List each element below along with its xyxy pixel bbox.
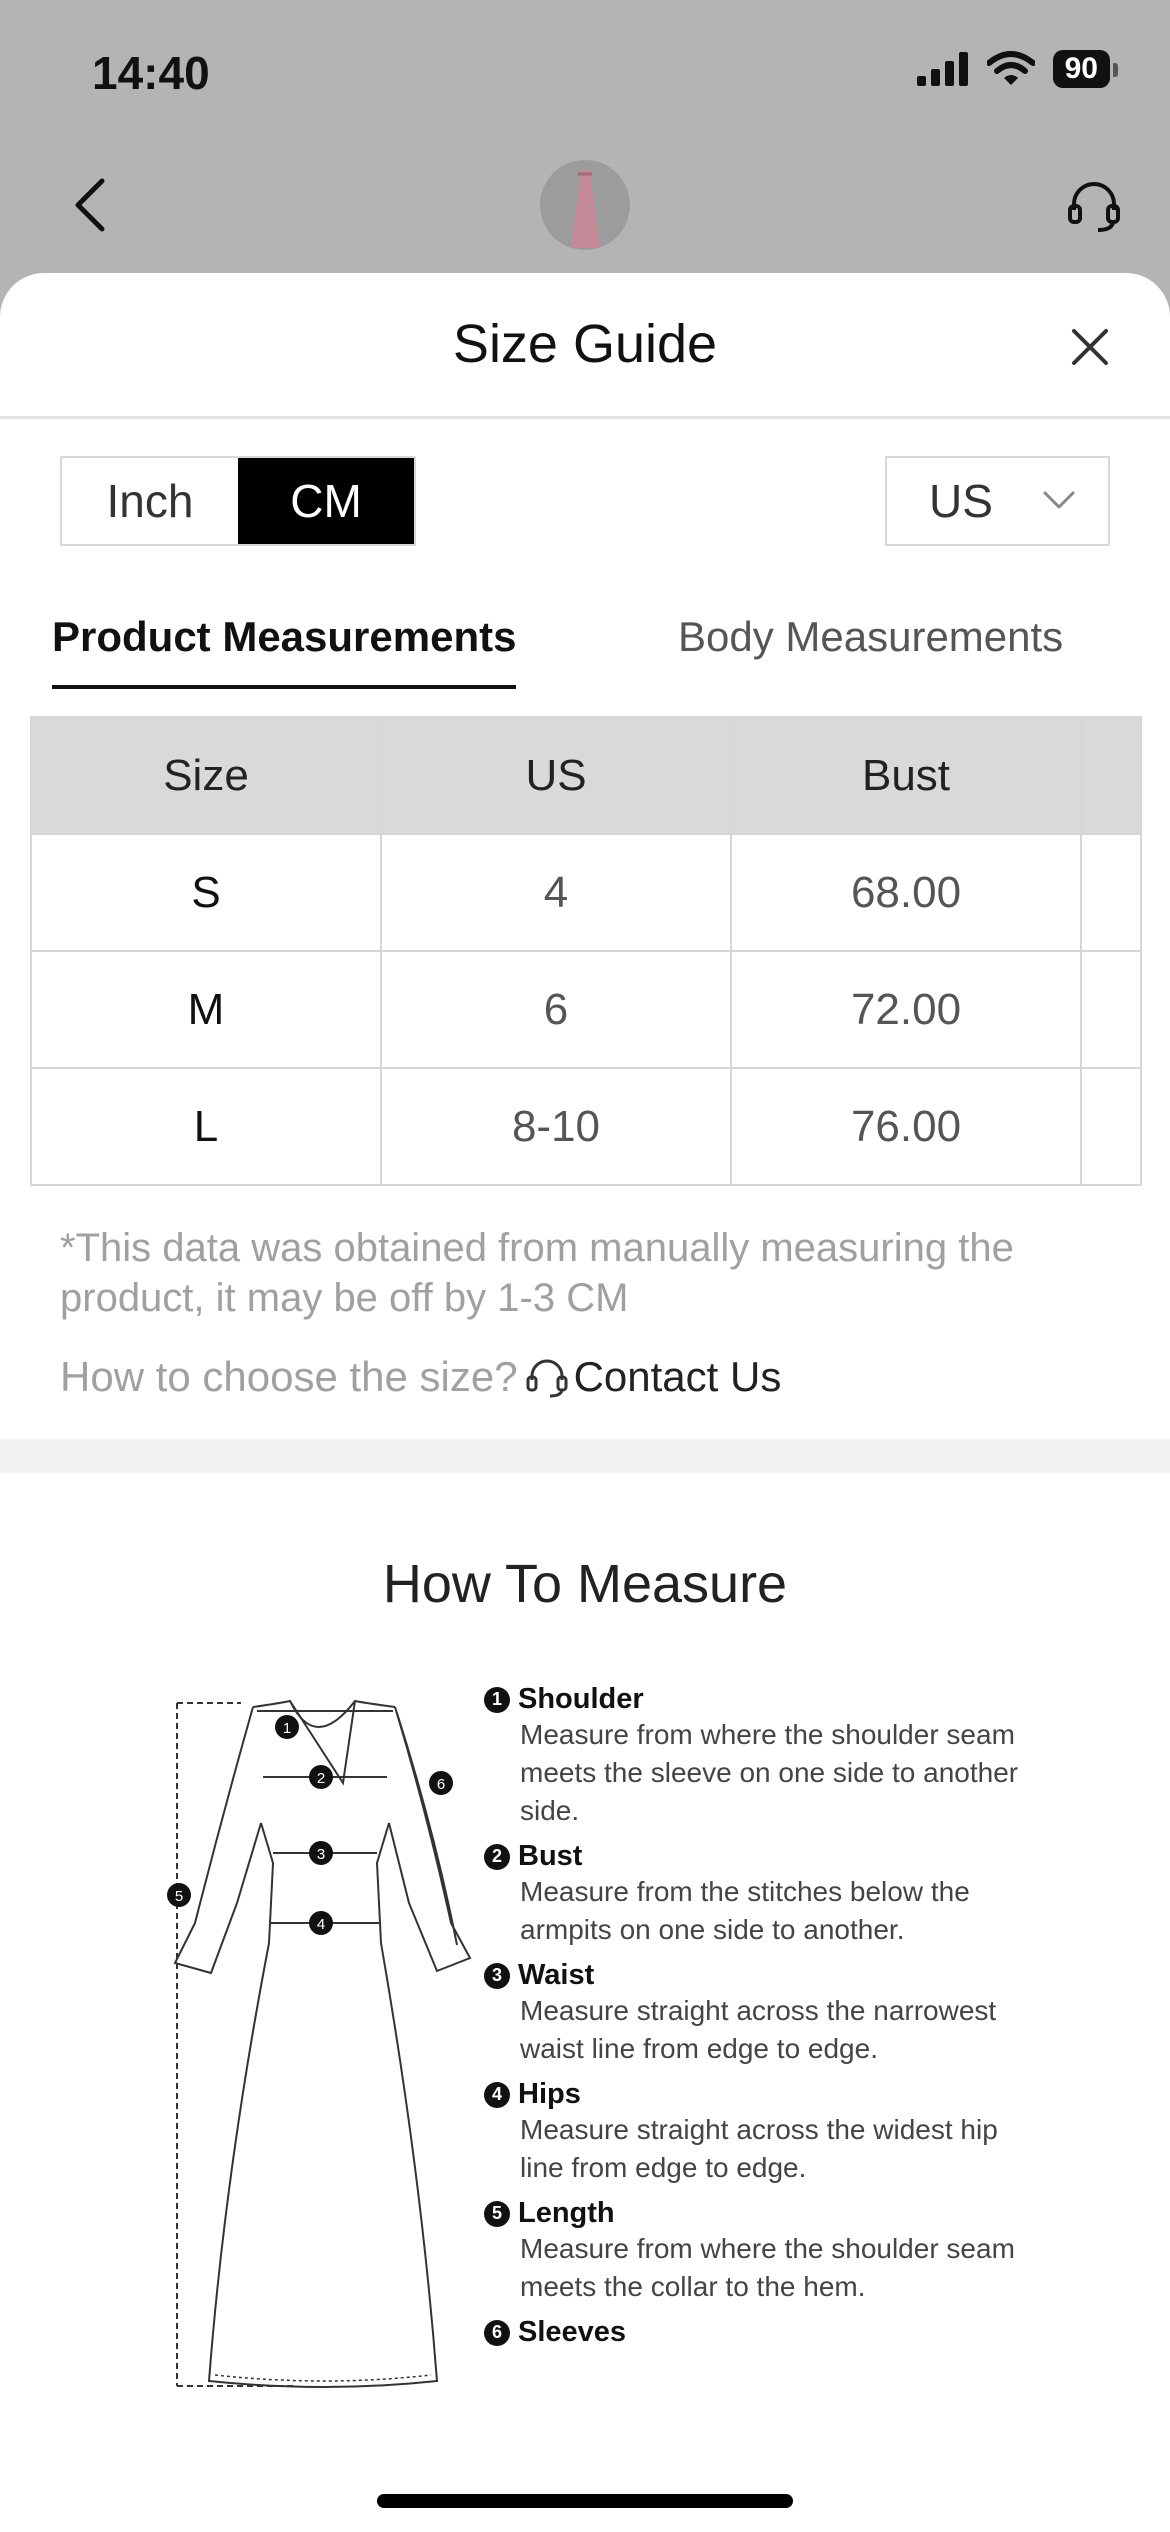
- svg-text:4: 4: [316, 1916, 326, 1933]
- step-number: 3: [484, 1963, 510, 1989]
- size-table: [30, 716, 1142, 1186]
- diagram-marker-1: [275, 1715, 299, 1739]
- step-number: 4: [484, 2082, 510, 2108]
- step-number: 2: [484, 1844, 510, 1870]
- list-item: [484, 2078, 1024, 2187]
- cell-size: S: [31, 834, 381, 951]
- headset-icon[interactable]: [1066, 178, 1122, 234]
- cell-overflow: [1081, 834, 1141, 951]
- table-row: [31, 951, 1141, 1068]
- step-number: 5: [484, 2201, 510, 2227]
- step-number: 6: [484, 2320, 510, 2346]
- contact-us-link[interactable]: Contact Us: [573, 1353, 782, 1400]
- measure-title: Shoulder: [518, 1683, 644, 1715]
- cellular-signal-icon: [917, 52, 969, 86]
- svg-text:6: 6: [436, 1776, 446, 1793]
- dress-thumbnail-icon: [540, 160, 630, 250]
- header-us: US: [381, 717, 731, 834]
- cell-size: L: [31, 1068, 381, 1185]
- cell-bust: 68.00: [731, 834, 1081, 951]
- measure-desc: Measure from the stitches below the armpits on one side to another.: [520, 1876, 970, 1945]
- measure-title: Hips: [518, 2078, 581, 2110]
- measure-title: Length: [518, 2197, 615, 2229]
- measurement-instructions: [484, 1683, 1024, 2359]
- cell-us: 4: [381, 834, 731, 951]
- tab-product-measurements[interactable]: Product Measurements: [52, 613, 516, 689]
- status-bar: [0, 0, 1170, 150]
- region-select-value: US: [929, 475, 993, 527]
- measure-title: Waist: [518, 1959, 595, 1991]
- home-indicator[interactable]: [377, 2494, 793, 2508]
- status-icons: [917, 50, 1110, 88]
- header-overflow-cell: [1081, 717, 1141, 834]
- measure-desc: Measure from where the shoulder seam meets the sleeve on one side to another side.: [520, 1719, 1019, 1826]
- cell-bust: 76.00: [731, 1068, 1081, 1185]
- cell-size: M: [31, 951, 381, 1068]
- cell-bust: 72.00: [731, 951, 1081, 1068]
- header-size: Size: [31, 717, 381, 834]
- scroll-fade: [0, 2411, 1170, 2532]
- list-item: [484, 2316, 1024, 2349]
- header-bust: Bust: [731, 717, 1081, 834]
- cell-overflow: [1081, 1068, 1141, 1185]
- measure-desc: Measure straight across the widest hip line from edge to edge.: [520, 2114, 998, 2183]
- svg-text:3: 3: [316, 1846, 326, 1863]
- back-arrow-icon[interactable]: [62, 175, 122, 235]
- size-guide-sheet: [0, 273, 1170, 2532]
- measure-title: Bust: [518, 1840, 583, 1872]
- measurement-note: *This data was obtained from manually measuring the product, it may be off by 1-3 CM: [60, 1226, 1014, 1320]
- help-question: How to choose the size?: [60, 1353, 518, 1400]
- table-row: [31, 834, 1141, 951]
- status-time: 14:40: [92, 47, 210, 99]
- help-row: [60, 1353, 781, 1401]
- tab-body-measurements[interactable]: Body Measurements: [678, 613, 1064, 660]
- sheet-title: Size Guide: [452, 314, 718, 374]
- measure-desc: Measure straight across the narrowest waist line from edge to edge.: [520, 1995, 997, 2064]
- chevron-down-icon: [1042, 488, 1076, 512]
- battery-indicator: 90: [1053, 50, 1110, 88]
- svg-text:1: 1: [282, 1720, 292, 1737]
- step-number: 1: [484, 1687, 510, 1713]
- diagram-marker-4: [309, 1911, 333, 1935]
- svg-text:2: 2: [316, 1770, 326, 1787]
- close-icon[interactable]: [1068, 325, 1112, 369]
- cell-overflow: [1081, 951, 1141, 1068]
- sheet-header: [0, 273, 1170, 419]
- unit-option-inch[interactable]: Inch: [106, 475, 194, 527]
- unit-toggle: [60, 456, 416, 546]
- cell-us: 8-10: [381, 1068, 731, 1185]
- measure-title: Sleeves: [518, 2316, 627, 2348]
- diagram-marker-2: [309, 1765, 333, 1789]
- diagram-marker-3: [309, 1841, 333, 1865]
- headset-icon[interactable]: [524, 1354, 570, 1400]
- section-divider: [0, 1439, 1170, 1473]
- table-row: [31, 1068, 1141, 1185]
- wifi-icon: [987, 51, 1035, 87]
- cell-us: 6: [381, 951, 731, 1068]
- table-header-row: [31, 717, 1141, 834]
- list-item: [484, 1959, 1024, 2068]
- unit-option-cm[interactable]: CM: [238, 458, 414, 544]
- diagram-marker-6: [429, 1771, 453, 1795]
- dress-measurement-diagram: [165, 1673, 485, 2423]
- product-thumbnail[interactable]: [540, 160, 630, 250]
- diagram-marker-5: [167, 1883, 191, 1907]
- list-item: [484, 1683, 1024, 1830]
- measure-desc: Measure from where the shoulder seam meets the collar to the hem.: [520, 2233, 1015, 2302]
- list-item: [484, 2197, 1024, 2306]
- region-select[interactable]: [885, 456, 1110, 546]
- list-item: [484, 1840, 1024, 1949]
- svg-text:5: 5: [174, 1888, 184, 1905]
- measurement-tabs: [52, 613, 1132, 693]
- how-to-measure-title: How To Measure: [382, 1554, 788, 1614]
